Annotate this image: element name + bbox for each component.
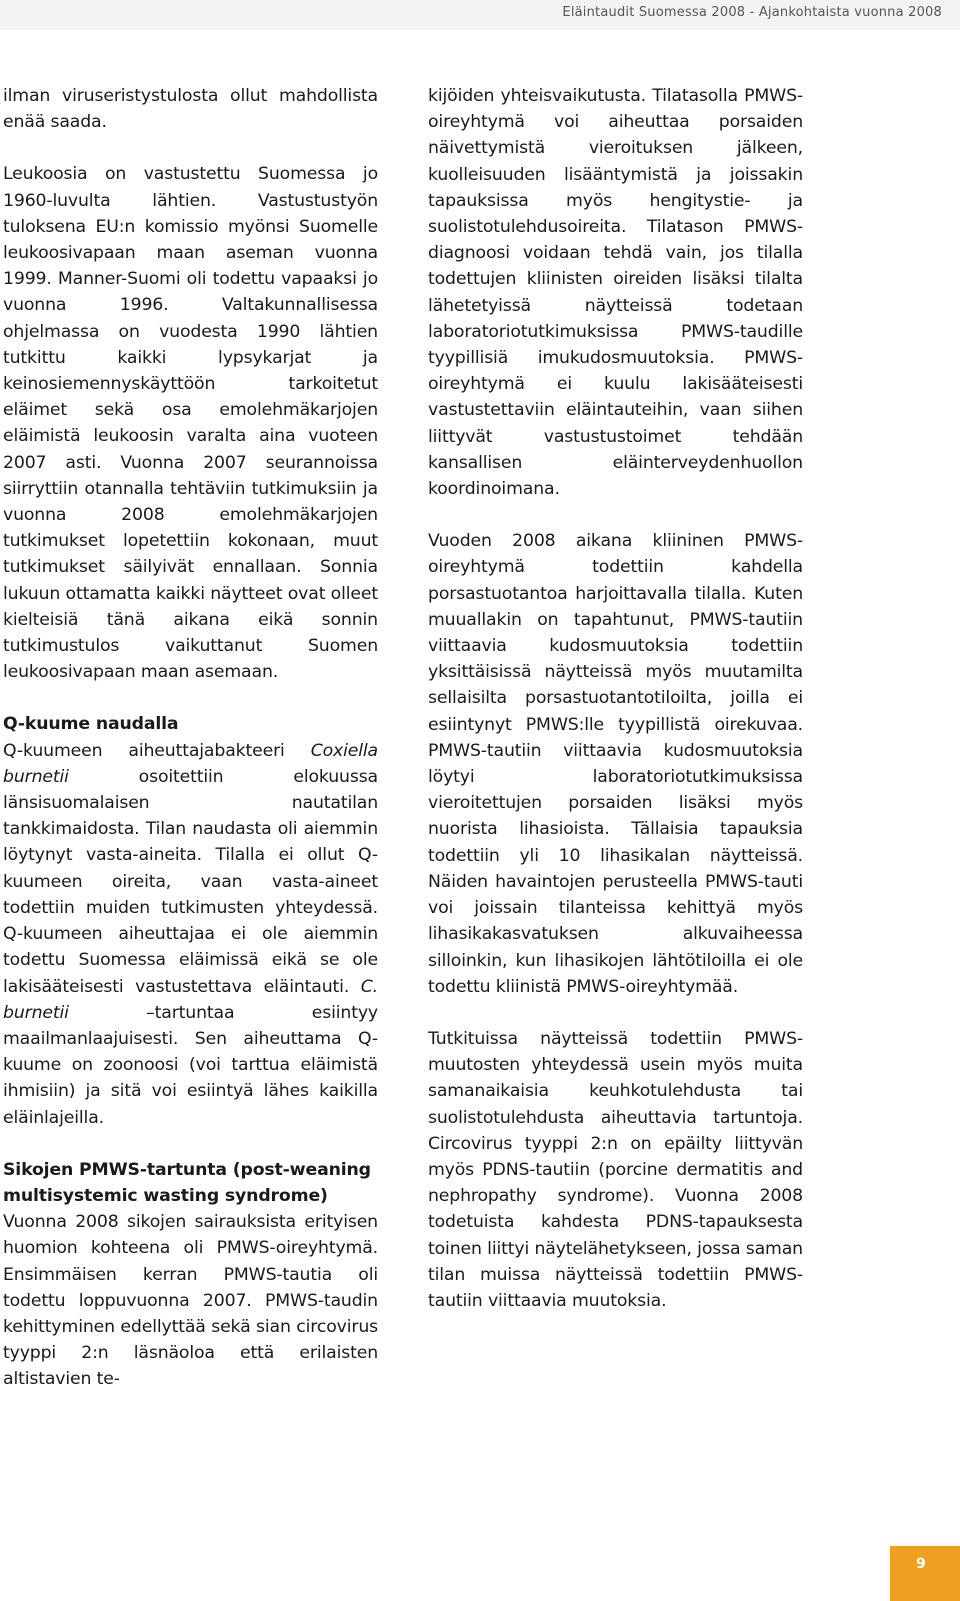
text-run: osoitettiin elokuussa länsisuomalaisen nautatilan tankkimaidosta. Tilan naudasta oli aiemmin löytynyt vasta-aineita. Tilalla ei ollut Q-kuumeen oireita, vaan vasta-aineet todettiin muiden tutkimusten yhteydessä. Q-kuumeen aiheuttajaa ei ole aiemmin todettu Suomessa eläimissä eikä se ole lakisääteisesti vastustettava eläintauti. [3,766,378,997]
paragraph: Tutkituissa näytteissä todettiin PMWS-muutosten yhteydessä usein myös muita samanaikaisia keuhkotulehdusta tai suolistotulehdusta aiheuttavia tartuntoja. Circovirus tyyppi 2:n on epäilty liittyvän myös PDNS-tautiin (porcine dermatitis and nephropathy syndrome). Vuonna 2008 todetuista kahdesta PDNS-tapauksesta toinen liittyi näytelähetykseen, jossa saman tilan muissa näytteissä todettiin PMWS-tautiin viittaavia muutoksia. [428,1028,803,1311]
page-number-tab [890,1546,960,1601]
section-heading-q-kuume: Q-kuume naudalla [3,714,179,735]
paragraph-q-kuume [3,738,378,1131]
paragraph: Vuoden 2008 aikana kliininen PMWS-oireyhtymä todettiin kahdella porsastuotantoa harjoittavalla tilalla. Kuten muuallakin on tapahtunut, PMWS-tautiin viittaavia kudosmuutoksia todettiin yksittäisissä näytteissä myös muutamilta sellaisilta porsastuotantotiloilta, joilla ei esiintynyt PMWS:lle tyypillistä oirekuvaa. PMWS-tautiin viittaavia kudosmuutoksia löytyi laboratoriotutkimuksissa vieroitettujen porsaiden lisäksi myös nuorista lihasioista. Tällaisia tapauksia todettiin yli 10 lihasikalan näytteissä. Näiden havaintojen perusteella PMWS-tauti voi joissain tilanteissa kehittyä myös lihasikakasvatuksen alkuvaiheessa silloinkin, kun lihasikojen lähtötiloilla ei ole todettu kliinistä PMWS-oireyhtymää. [428,531,803,997]
text-run: –tartuntaa esiintyy maailmanlaajuisesti. Sen aiheuttama Q-kuume on zoonoosi (voi tarttua eläimistä ihmisiin) ja sitä voi esiintyä lähes kaikilla eläinlajeilla. [3,1002,378,1128]
section-heading-pmws: Sikojen PMWS-tartunta (post-weaning multisystemic wasting syndrome) [3,1159,371,1206]
species-name: Coxiella burnetii [3,740,378,787]
paragraph-leukoosi: Leukoosia on vastustettu Suomessa jo 1960-luvulta lähtien. Vastustustyön tuloksena EU:n komissio myönsi Suomelle leukoosivapaan maan aseman vuonna 1999. Manner-Suomi oli todettu vapaaksi jo vuonna 1996. Valtakunnallisessa ohjelmassa on vuodesta 1990 lähtien tutkittu kaikki lypsykarjat ja keinosiemennyskäyttöön tarkoitetut eläimet sekä osa emolehmäkarjojen eläimistä leukoosin varalta aina vuoteen 2007 asti. Vuonna 2007 seurannoissa siirryttiin otannalla tehtäviin tutkimuksiin ja vuonna 2008 emolehmäkarjojen tutkimukset lopetettiin kokonaan, muut tutkimukset säilyivät ennallaan. Sonnia lukuun ottamatta kaikki näytteet ovat olleet kielteisiä tänä aikana eikä sonnin tutkimustulos vaikuttanut Suomen leukoosivapaan maan asemaan. [3,164,378,683]
page-number: 9 [916,1556,926,1572]
text-run: Q-kuumeen aiheuttajabakteeri [3,740,311,761]
paragraph-pmws: Vuonna 2008 sikojen sairauksista erityisen huomion kohteena oli PMWS-oireyhtymä. Ensimmäisen kerran PMWS-tautia oli todettu loppuvuonna 2007. PMWS-taudin kehittyminen edellyttää sekä sian circovirus tyyppi 2:n läsnäoloa että erilaisten altistavien te- [3,1212,378,1390]
running-header [0,0,960,30]
paragraph: ilman viruseristystulosta ollut mahdollista enää saada. [3,86,378,133]
running-title: Eläintaudit Suomessa 2008 - Ajankohtaista vuonna 2008 [562,5,942,20]
right-column [428,83,803,1314]
left-column [3,83,378,1393]
species-name: C. burnetii [3,976,378,1023]
paragraph: kijöiden yhteisvaikutusta. Tilatasolla PMWS-oireyhtymä voi aiheuttaa porsaiden näivettymistä vieroituksen jälkeen, kuolleisuuden lisääntymistä ja joissakin tapauksissa myös hengitystie- ja suolistotulehdusoireita. Tilatason PMWS-diagnoosi voidaan tehdä vain, jos tilalla todettujen kliinisten oireiden lisäksi tilalta lähetetyissä näytteissä todetaan laboratoriotutkimuksissa PMWS-taudille tyypillisiä imukudosmuutoksia. PMWS-oireyhtymä ei kuulu lakisääteisesti vastustettaviin eläintauteihin, vaan siihen liittyvät vastustustoimet tehdään kansallisen eläinterveydenhuollon koordinoimana. [428,86,803,500]
